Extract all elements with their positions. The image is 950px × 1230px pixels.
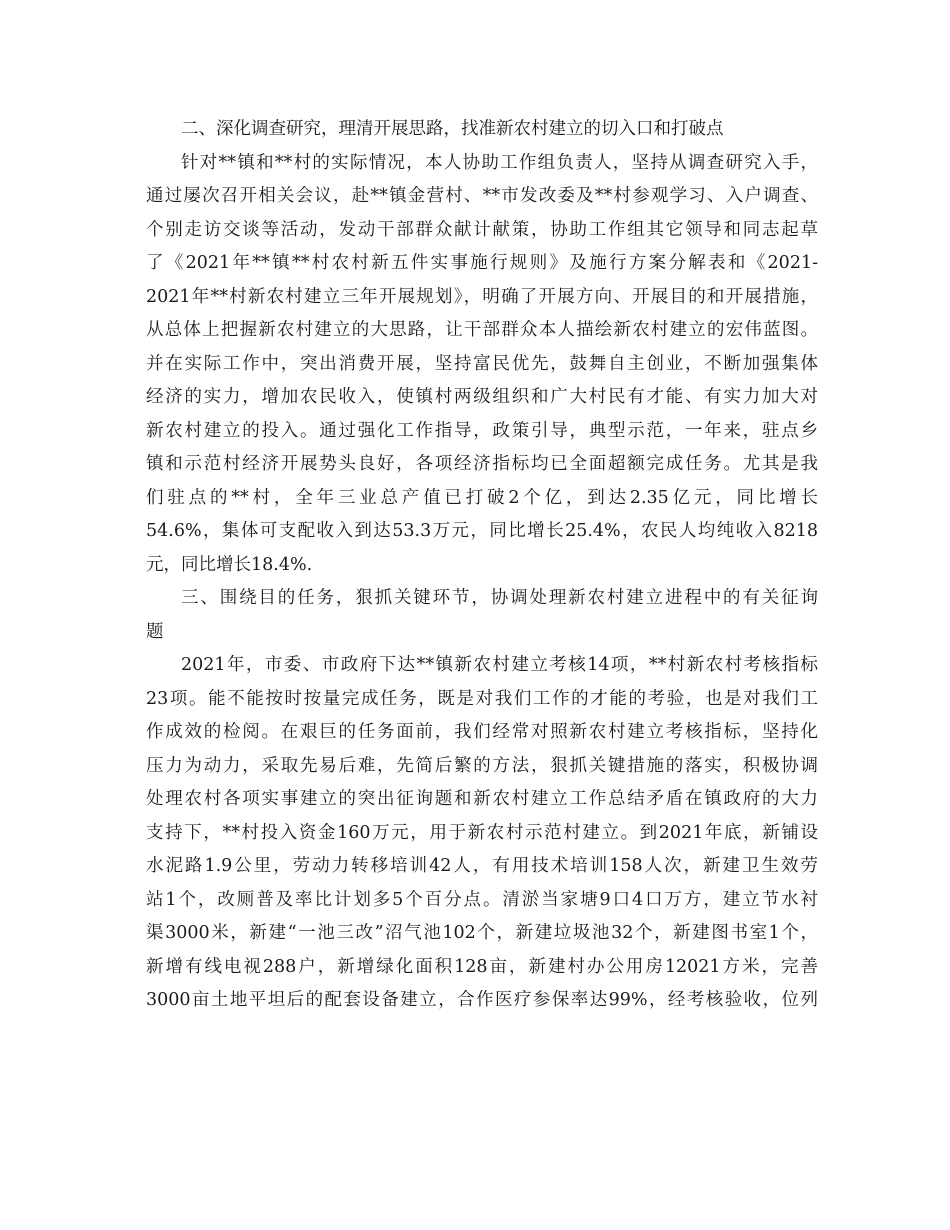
paragraph-line: 们驻点的**村，全年三业总产值已打破2个亿，到达2.35亿元，同比增长 [146,487,818,508]
paragraph-line: 并在实际工作中，突出消费开展，坚持富民优先，鼓舞自主创业，不断加强集体 [146,353,818,374]
paragraph-line: 压力为动力，采取先易后难，先简后繁的方法，狠抓关键措施的落实，积极协调 [146,755,818,776]
section-heading-2: 二、深化调查研究，理清开展思路，找准新农村建立的切入口和打破点 [181,119,724,139]
paragraph-line: 23项。能不能按时按量完成任务，既是对我们工作的才能的考验，也是对我们工 [146,688,818,709]
paragraph-line: 站1个，改厕普及率比计划多5个百分点。清淤当家塘9口4口万方，建立节水衬 [146,889,818,910]
paragraph-line: 渠3000米，新建“一池三改”沼气池102个，新建垃圾池32个，新建图书室1个， [146,923,818,943]
paragraph-line: 元，同比增长18.4%. [146,554,313,575]
paragraph-line: 镇和示范村经济开展势头良好，各项经济指标均已全面超额完成任务。尤其是我 [146,454,818,474]
paragraph-line: 针对**镇和**村的实际情况，本人协助工作组负责人，坚持从调查研究入手， [181,152,818,173]
section-heading-3-continued: 题 [146,621,164,642]
paragraph-line: 处理农村各项实事建立的突出征询题和新农村建立工作总结矛盾在镇政府的大力 [146,789,818,809]
paragraph-line: 2021年，市委、市政府下达**镇新农村建立考核14项，**村新农村考核指标 [181,655,818,675]
paragraph-line: 个别走访交谈等活动，发动干部群众献计献策，协助工作组其它领导和同志起草 [146,219,818,240]
paragraph-line: 经济的实力，增加农民收入，使镇村两级组织和广大村民有才能、有实力加大对 [146,387,818,407]
paragraph-line: 2021年**村新农村建立三年开展规划》，明确了开展方向、开展目的和开展措施， [146,286,818,307]
paragraph-line: 支持下，**村投入资金160万元，用于新农村示范村建立。到2021年底，新铺设 [146,822,818,843]
paragraph-line: 作成效的检阅。在艰巨的任务面前，我们经常对照新农村建立考核指标，坚持化 [146,722,818,742]
paragraph-line: 新农村建立的投入。通过强化工作指导，政策引导，典型示范，一年来，驻点乡 [146,420,818,441]
paragraph-line: 水泥路1.9公里，劳动力转移培训42人，有用技术培训158人次，新建卫生效劳 [146,856,818,876]
paragraph-line: 了《2021年**镇**村农村新五件实事施行规则》及施行方案分解表和《2021- [146,253,818,273]
paragraph-line: 从总体上把握新农村建立的大思路，让干部群众本人描绘新农村建立的宏伟蓝图。 [146,320,818,340]
paragraph-line: 3000亩土地平坦后的配套设备建立，合作医疗参保率达99%，经考核验收，位列 [146,990,818,1010]
paragraph-line: 新增有线电视288户，新增绿化面积128亩，新建村办公用房12021方米，完善 [146,956,818,977]
section-heading-3: 三、围绕目的任务，狠抓关键环节，协调处理新农村建立进程中的有关征询 [181,588,818,608]
paragraph-line: 通过屡次召开相关会议，赴**镇金营村、**市发改委及**村参观学习、入户调查、 [146,186,818,206]
document-body [146,113,818,1018]
paragraph-line: 54.6%，集体可支配收入到达53.3万元，同比增长25.4%，农民人均纯收入8218 [146,521,818,541]
